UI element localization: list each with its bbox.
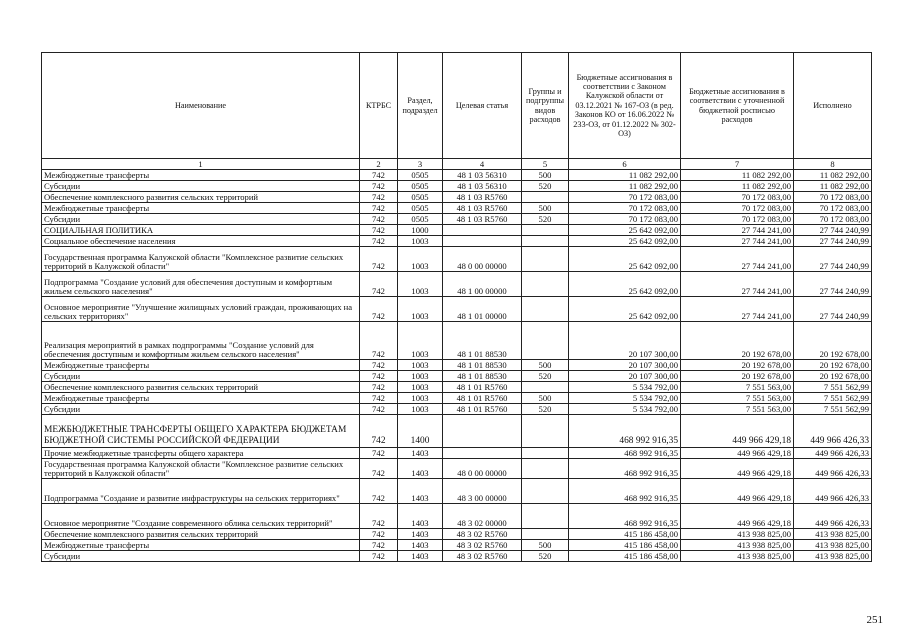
row-approved: 415 186 458,00 <box>569 540 681 551</box>
row-ktrbs: 742 <box>360 297 398 322</box>
row-section: 1003 <box>398 404 443 415</box>
column-number: 6 <box>569 159 681 170</box>
row-section: 1403 <box>398 479 443 504</box>
table-row <box>42 393 872 404</box>
row-name: Государственная программа Калужской области "Комплексное развитие сельских территорий в Калужской области" <box>42 247 360 272</box>
row-approved: 25 642 092,00 <box>569 236 681 247</box>
row-name: Обеспечение комплексного развития сельских территорий <box>42 192 360 203</box>
table-body <box>42 170 872 562</box>
row-refined: 27 744 241,00 <box>681 272 794 297</box>
row-executed: 449 966 426,33 <box>794 448 872 459</box>
row-target: 48 1 01 88530 <box>443 322 522 360</box>
row-executed: 70 172 083,00 <box>794 214 872 225</box>
table-row <box>42 236 872 247</box>
table-row <box>42 192 872 203</box>
row-approved: 25 642 092,00 <box>569 272 681 297</box>
row-refined: 20 192 678,00 <box>681 322 794 360</box>
table-row <box>42 448 872 459</box>
row-group: 520 <box>522 214 569 225</box>
row-refined: 449 966 429,18 <box>681 479 794 504</box>
row-executed: 7 551 562,99 <box>794 393 872 404</box>
table-row <box>42 181 872 192</box>
row-refined: 413 938 825,00 <box>681 529 794 540</box>
table-row <box>42 272 872 297</box>
row-group <box>522 225 569 236</box>
row-approved: 25 642 092,00 <box>569 297 681 322</box>
row-ktrbs: 742 <box>360 415 398 448</box>
row-section: 1403 <box>398 448 443 459</box>
table-row <box>42 371 872 382</box>
row-executed: 413 938 825,00 <box>794 540 872 551</box>
row-approved: 415 186 458,00 <box>569 529 681 540</box>
row-refined: 27 744 241,00 <box>681 297 794 322</box>
row-group <box>522 382 569 393</box>
row-target: 48 1 03 R5760 <box>443 192 522 203</box>
row-refined: 27 744 241,00 <box>681 236 794 247</box>
row-name: Межбюджетные трансферты <box>42 203 360 214</box>
row-group: 500 <box>522 203 569 214</box>
row-group: 520 <box>522 551 569 562</box>
row-group <box>522 322 569 360</box>
row-section: 1003 <box>398 382 443 393</box>
row-target: 48 1 03 R5760 <box>443 203 522 214</box>
row-target <box>443 448 522 459</box>
row-group <box>522 297 569 322</box>
row-target: 48 3 02 00000 <box>443 504 522 529</box>
table-row <box>42 551 872 562</box>
row-executed: 20 192 678,00 <box>794 371 872 382</box>
row-approved: 5 534 792,00 <box>569 382 681 393</box>
row-ktrbs: 742 <box>360 382 398 393</box>
row-section: 1403 <box>398 529 443 540</box>
row-approved: 25 642 092,00 <box>569 225 681 236</box>
row-group: 500 <box>522 360 569 371</box>
row-refined: 27 744 241,00 <box>681 247 794 272</box>
row-executed: 27 744 240,99 <box>794 247 872 272</box>
row-executed: 27 744 240,99 <box>794 236 872 247</box>
row-target: 48 1 00 00000 <box>443 272 522 297</box>
row-executed: 449 966 426,33 <box>794 479 872 504</box>
row-refined: 7 551 563,00 <box>681 382 794 393</box>
row-section: 1003 <box>398 322 443 360</box>
row-target: 48 1 01 88530 <box>443 371 522 382</box>
row-approved: 5 534 792,00 <box>569 393 681 404</box>
row-section: 1000 <box>398 225 443 236</box>
row-name: Основное мероприятие "Улучшение жилищных условий граждан, проживающих на сельских территориях" <box>42 297 360 322</box>
table-row <box>42 247 872 272</box>
row-target: 48 3 02 R5760 <box>443 540 522 551</box>
row-refined: 70 172 083,00 <box>681 214 794 225</box>
row-ktrbs: 742 <box>360 479 398 504</box>
row-section: 1003 <box>398 393 443 404</box>
row-target: 48 1 01 00000 <box>443 297 522 322</box>
table-row <box>42 415 872 448</box>
header-name: Наименование <box>42 53 360 159</box>
row-refined: 70 172 083,00 <box>681 203 794 214</box>
row-section: 1003 <box>398 371 443 382</box>
row-approved: 70 172 083,00 <box>569 214 681 225</box>
row-name: Основное мероприятие "Создание современного облика сельских территорий" <box>42 504 360 529</box>
row-section: 0505 <box>398 214 443 225</box>
row-refined: 11 082 292,00 <box>681 181 794 192</box>
row-group <box>522 272 569 297</box>
row-approved: 468 992 916,35 <box>569 504 681 529</box>
row-target <box>443 236 522 247</box>
row-refined: 27 744 241,00 <box>681 225 794 236</box>
row-ktrbs: 742 <box>360 551 398 562</box>
row-name: Межбюджетные трансферты <box>42 393 360 404</box>
row-name: Подпрограмма "Создание и развитие инфраструктуры на сельских территориях" <box>42 479 360 504</box>
row-ktrbs: 742 <box>360 448 398 459</box>
row-ktrbs: 742 <box>360 247 398 272</box>
row-name: Межбюджетные трансферты <box>42 360 360 371</box>
column-number: 2 <box>360 159 398 170</box>
page-number: 251 <box>866 614 883 626</box>
row-group: 520 <box>522 181 569 192</box>
row-target <box>443 225 522 236</box>
row-approved: 20 107 300,00 <box>569 360 681 371</box>
row-section: 1003 <box>398 297 443 322</box>
row-approved: 415 186 458,00 <box>569 551 681 562</box>
table-row <box>42 360 872 371</box>
header-row <box>42 53 872 159</box>
row-approved: 70 172 083,00 <box>569 203 681 214</box>
header-ktrbs: КТРБС <box>360 53 398 159</box>
row-approved: 5 534 792,00 <box>569 404 681 415</box>
row-group <box>522 479 569 504</box>
table-row <box>42 529 872 540</box>
row-section: 1003 <box>398 247 443 272</box>
row-executed: 449 966 426,33 <box>794 459 872 479</box>
row-refined: 70 172 083,00 <box>681 192 794 203</box>
row-executed: 27 744 240,99 <box>794 272 872 297</box>
column-number: 1 <box>42 159 360 170</box>
row-ktrbs: 742 <box>360 272 398 297</box>
row-name: Государственная программа Калужской области "Комплексное развитие сельских территорий в Калужской области" <box>42 459 360 479</box>
row-target: 48 3 02 R5760 <box>443 551 522 562</box>
row-name: МЕЖБЮДЖЕТНЫЕ ТРАНСФЕРТЫ ОБЩЕГО ХАРАКТЕРА БЮДЖЕТАМ БЮДЖЕТНОЙ СИСТЕМЫ РОССИЙСКОЙ ФЕДЕРАЦИИ <box>42 415 360 448</box>
row-executed: 11 082 292,00 <box>794 181 872 192</box>
row-executed: 20 192 678,00 <box>794 360 872 371</box>
row-approved: 11 082 292,00 <box>569 181 681 192</box>
row-section: 0505 <box>398 181 443 192</box>
column-number: 8 <box>794 159 872 170</box>
table-row <box>42 225 872 236</box>
row-group <box>522 459 569 479</box>
row-ktrbs: 742 <box>360 459 398 479</box>
table-row <box>42 459 872 479</box>
row-approved: 20 107 300,00 <box>569 371 681 382</box>
row-executed: 449 966 426,33 <box>794 504 872 529</box>
row-ktrbs: 742 <box>360 529 398 540</box>
row-approved: 25 642 092,00 <box>569 247 681 272</box>
header-groups: Группы и подгруппы видов расходов <box>522 53 569 159</box>
column-number: 5 <box>522 159 569 170</box>
row-refined: 449 966 429,18 <box>681 415 794 448</box>
row-ktrbs: 742 <box>360 540 398 551</box>
row-approved: 11 082 292,00 <box>569 170 681 181</box>
header-approved: Бюджетные ассигнования в соответствии с Законом Калужской области от 03.12.2021 № 167-ОЗ (в ред. Законов КО от 16.06.2022 № 233-ОЗ, от 01.12.2022 № 302-ОЗ) <box>569 53 681 159</box>
row-executed: 7 551 562,99 <box>794 404 872 415</box>
row-approved: 468 992 916,35 <box>569 415 681 448</box>
row-section: 1003 <box>398 360 443 371</box>
row-name: Обеспечение комплексного развития сельских территорий <box>42 529 360 540</box>
row-section: 1403 <box>398 540 443 551</box>
header-target: Целевая статья <box>443 53 522 159</box>
row-refined: 20 192 678,00 <box>681 360 794 371</box>
row-ktrbs: 742 <box>360 404 398 415</box>
row-ktrbs: 742 <box>360 181 398 192</box>
row-target: 48 1 03 56310 <box>443 170 522 181</box>
row-name: Социальное обеспечение населения <box>42 236 360 247</box>
row-name: Обеспечение комплексного развития сельских территорий <box>42 382 360 393</box>
row-target <box>443 415 522 448</box>
row-name: Межбюджетные трансферты <box>42 170 360 181</box>
row-target: 48 1 01 R5760 <box>443 393 522 404</box>
table-row <box>42 404 872 415</box>
row-group <box>522 504 569 529</box>
table-row <box>42 382 872 393</box>
header-refined: Бюджетные ассигнования в соответствии с уточненной бюджетной росписью расходов <box>681 53 794 159</box>
row-section: 1403 <box>398 551 443 562</box>
row-group: 500 <box>522 540 569 551</box>
row-refined: 7 551 563,00 <box>681 393 794 404</box>
row-section: 1403 <box>398 504 443 529</box>
row-approved: 468 992 916,35 <box>569 459 681 479</box>
row-name: Субсидии <box>42 404 360 415</box>
row-group: 520 <box>522 371 569 382</box>
row-executed: 27 744 240,99 <box>794 225 872 236</box>
row-ktrbs: 742 <box>360 504 398 529</box>
row-target: 48 1 01 R5760 <box>443 382 522 393</box>
row-group <box>522 236 569 247</box>
row-executed: 70 172 083,00 <box>794 203 872 214</box>
row-group: 500 <box>522 393 569 404</box>
row-group <box>522 415 569 448</box>
column-number: 7 <box>681 159 794 170</box>
row-ktrbs: 742 <box>360 203 398 214</box>
row-refined: 449 966 429,18 <box>681 504 794 529</box>
row-ktrbs: 742 <box>360 214 398 225</box>
row-name: Субсидии <box>42 371 360 382</box>
row-approved: 20 107 300,00 <box>569 322 681 360</box>
row-name: Субсидии <box>42 181 360 192</box>
table-row <box>42 203 872 214</box>
row-ktrbs: 742 <box>360 360 398 371</box>
row-refined: 413 938 825,00 <box>681 551 794 562</box>
column-number-row <box>42 159 872 170</box>
row-refined: 11 082 292,00 <box>681 170 794 181</box>
row-name: Субсидии <box>42 551 360 562</box>
table-row <box>42 214 872 225</box>
header-executed: Исполнено <box>794 53 872 159</box>
row-ktrbs: 742 <box>360 236 398 247</box>
row-ktrbs: 742 <box>360 192 398 203</box>
row-target: 48 1 01 88530 <box>443 360 522 371</box>
table-row <box>42 504 872 529</box>
row-target: 48 0 00 00000 <box>443 459 522 479</box>
table-row <box>42 540 872 551</box>
row-executed: 70 172 083,00 <box>794 192 872 203</box>
row-refined: 449 966 429,18 <box>681 448 794 459</box>
table-row <box>42 322 872 360</box>
row-target: 48 1 03 56310 <box>443 181 522 192</box>
row-group <box>522 448 569 459</box>
row-name: Межбюджетные трансферты <box>42 540 360 551</box>
row-ktrbs: 742 <box>360 393 398 404</box>
row-ktrbs: 742 <box>360 225 398 236</box>
row-approved: 70 172 083,00 <box>569 192 681 203</box>
table-row <box>42 479 872 504</box>
row-section: 1003 <box>398 236 443 247</box>
row-group <box>522 192 569 203</box>
header-section: Раздел, подраздел <box>398 53 443 159</box>
row-name: Прочие межбюджетные трансферты общего характера <box>42 448 360 459</box>
row-executed: 449 966 426,33 <box>794 415 872 448</box>
budget-table <box>41 52 872 562</box>
table-row <box>42 170 872 181</box>
row-section: 1403 <box>398 459 443 479</box>
row-target: 48 1 03 R5760 <box>443 214 522 225</box>
row-group: 500 <box>522 170 569 181</box>
row-refined: 20 192 678,00 <box>681 371 794 382</box>
row-group <box>522 529 569 540</box>
row-name: Подпрограмма "Создание условий для обеспечения доступным и комфортным жильем сельского населения" <box>42 272 360 297</box>
row-executed: 20 192 678,00 <box>794 322 872 360</box>
row-ktrbs: 742 <box>360 170 398 181</box>
column-number: 4 <box>443 159 522 170</box>
row-executed: 27 744 240,99 <box>794 297 872 322</box>
row-executed: 7 551 562,99 <box>794 382 872 393</box>
row-refined: 7 551 563,00 <box>681 404 794 415</box>
row-name: СОЦИАЛЬНАЯ ПОЛИТИКА <box>42 225 360 236</box>
row-section: 1003 <box>398 272 443 297</box>
row-group: 520 <box>522 404 569 415</box>
row-section: 0505 <box>398 203 443 214</box>
row-section: 0505 <box>398 192 443 203</box>
row-executed: 11 082 292,00 <box>794 170 872 181</box>
row-executed: 413 938 825,00 <box>794 529 872 540</box>
column-number: 3 <box>398 159 443 170</box>
row-target: 48 0 00 00000 <box>443 247 522 272</box>
row-name: Субсидии <box>42 214 360 225</box>
row-group <box>522 247 569 272</box>
row-approved: 468 992 916,35 <box>569 448 681 459</box>
row-section: 1400 <box>398 415 443 448</box>
row-approved: 468 992 916,35 <box>569 479 681 504</box>
row-executed: 413 938 825,00 <box>794 551 872 562</box>
row-ktrbs: 742 <box>360 371 398 382</box>
row-name: Реализация мероприятий в рамках подпрограммы "Создание условий для обеспечения доступным и комфортным жильем сельского населения" <box>42 322 360 360</box>
row-refined: 449 966 429,18 <box>681 459 794 479</box>
row-target: 48 1 01 R5760 <box>443 404 522 415</box>
table-row <box>42 297 872 322</box>
row-target: 48 3 00 00000 <box>443 479 522 504</box>
row-target: 48 3 02 R5760 <box>443 529 522 540</box>
row-section: 0505 <box>398 170 443 181</box>
row-ktrbs: 742 <box>360 322 398 360</box>
row-refined: 413 938 825,00 <box>681 540 794 551</box>
